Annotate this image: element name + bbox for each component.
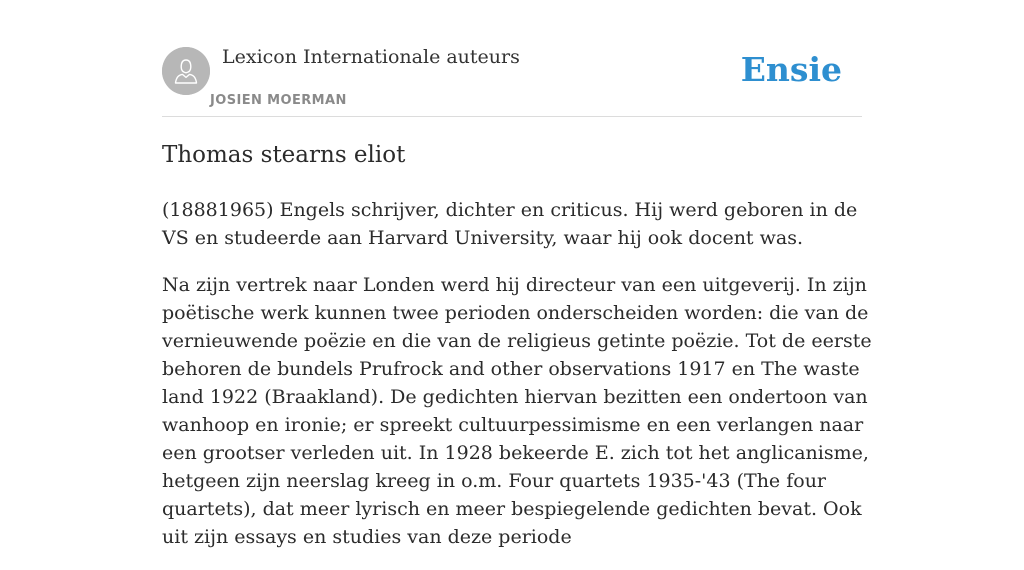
page-header [162,0,862,117]
entry-content [162,138,872,570]
entry-paragraph-2: Na zijn vertrek naar Londen werd hij directeur van een uitgeverij. In zijn poëtische werk kunnen twee perioden onderscheiden worden: die van de vernieuwende poëzie en die van de religieus getinte poëzie. Tot de eerste behoren de bundels Prufrock and other observations 1917 en The waste land 1922 (Braakland). De gedichten hiervan bezitten een ondertoon van wanhoop en ironie; er spreekt cultuurpessimisme en een verlangen naar een grootser verleden uit. In 1928 bekeerde E. zich tot het anglicanisme, hetgeen zijn neerslag kreeg in o.m. Four quartets 1935-'43 (The four quartets), dat meer lyrisch en meer bespiegelende gedichten bevat. Ook uit zijn essays en studies van deze periode [162,274,872,548]
entry-title: Thomas stearns eliot [162,142,406,168]
user-silhouette-icon[interactable] [162,47,210,95]
book-title-link[interactable]: Lexicon Internationale auteurs [222,46,520,68]
ensie-logo[interactable]: Ensie [740,50,842,89]
entry-paragraph-1: (18881965) Engels schrijver, dichter en criticus. Hij werd geboren in de VS en studeerde aan Harvard University, waar hij ook docent was. [162,199,858,249]
author-name[interactable]: JOSIEN MOERMAN [210,93,347,108]
